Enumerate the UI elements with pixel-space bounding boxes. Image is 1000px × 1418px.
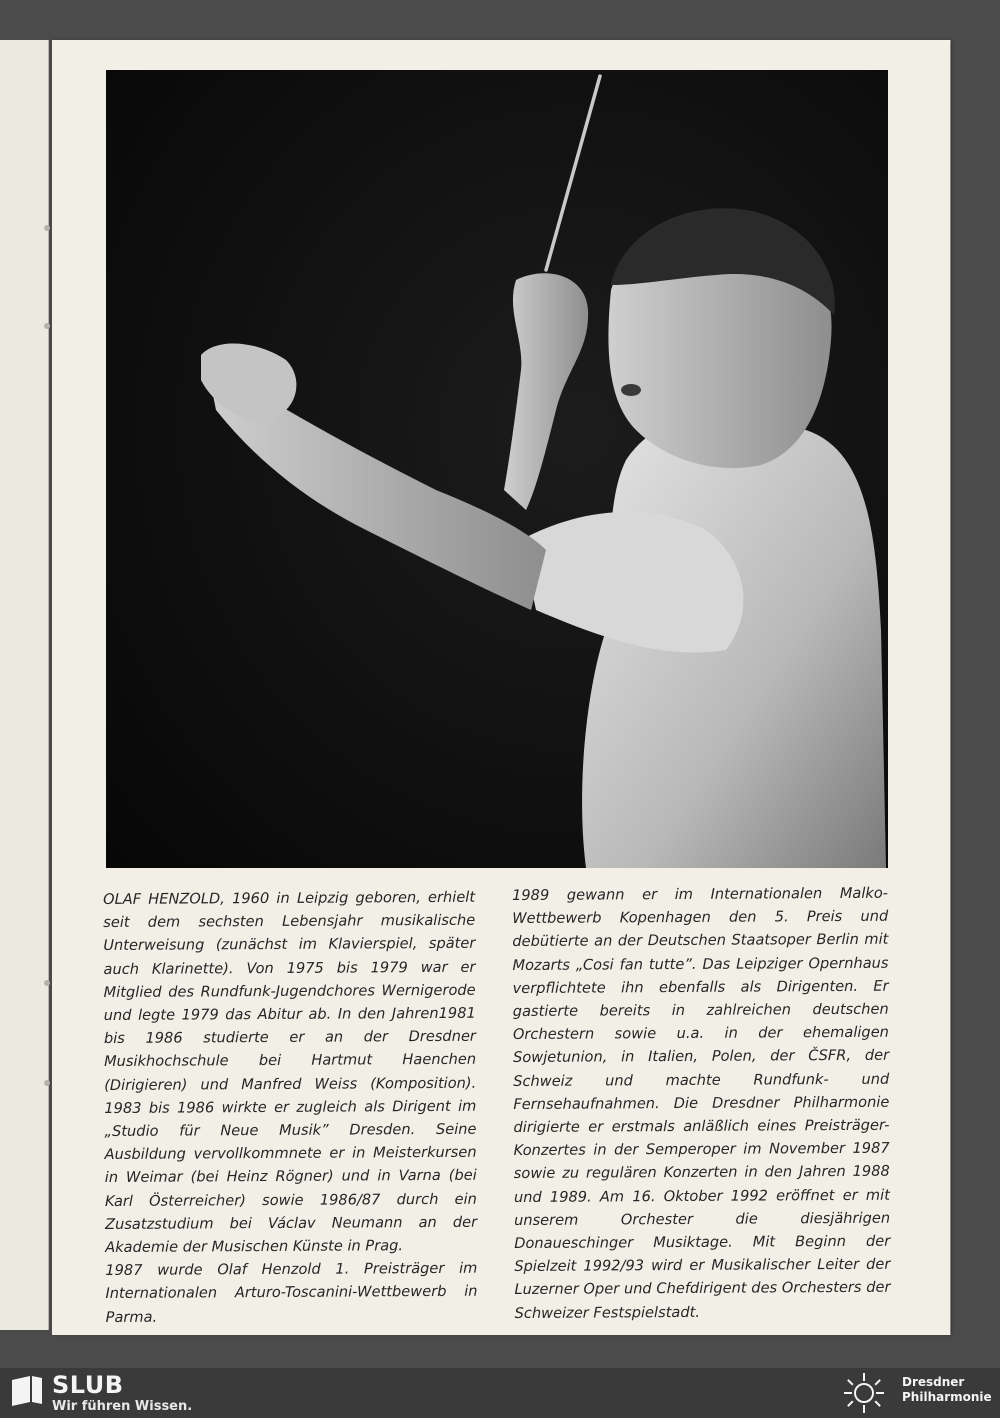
left-page-edge	[0, 40, 49, 1330]
biography-paragraph: OLAF HENZOLD, 1960 in Leipzig geboren, erhielt seit dem sechsten Lebensjahr musikalische Unterweisung (zunächst im Klavierspiel, später auch Klarinette). Von 1975 bis 1979 war er Mitglied des Rundfunk-Jugendchores Wernigerode und legte 1979 das Abitur ab. In den Jahren1981 bis 1986 studierte er an der Dresdner Musikhochschule bei Hartmut Haenchen (Dirigieren) und Manfred Weiss (Komposition). 1983 bis 1986 wirkte er zugleich als Dirigent im „Studio für Neue Musik” Dresden. Seine Ausbildung vervollkommnete er in Meisterkursen in Weimar (bei Heinz Rögner) und in Varna (bei Karl Österreicher) sowie 1986/87 durch ein Zusatzstudium bei Václav Neumann an der Akademie der Musischen Künste in Prag.	[103, 888, 478, 1257]
biography-left-column	[103, 886, 478, 1329]
slub-tagline: Wir führen Wissen.	[52, 1399, 193, 1414]
binding-hole	[44, 225, 50, 231]
viewer-footer	[0, 1368, 1000, 1418]
dresdner-philharmonie-name[interactable]	[902, 1375, 998, 1405]
mouth	[621, 384, 641, 396]
binding-hole	[44, 980, 50, 986]
conductor-illustration	[106, 70, 888, 868]
binding-hole	[44, 323, 50, 329]
binding-hole	[44, 1080, 50, 1086]
dresdner-philharmonie-logo-icon[interactable]	[838, 1372, 890, 1414]
dp-name-line: Dresdner	[902, 1375, 965, 1389]
biography-paragraph: 1987 wurde Olaf Henzold 1. Preisträger im Internationalen Arturo-Toscanini-Wettbewerb in Parma.	[105, 1259, 478, 1326]
biography-right-column	[512, 882, 891, 1325]
slub-logo-icon[interactable]	[10, 1376, 44, 1406]
dp-name-line: Philharmonie	[902, 1390, 992, 1404]
biography-paragraph: 1989 gewann er im Internationalen Malko-Wettbewerb Kopenhagen den 5. Preis und debütierte an der Deutschen Staatsoper Berlin mit Mozarts „Cosi fan tutte”. Das Leipziger Opernhaus verpflichtete ihn ebenfalls als Dirigenten. Er gastierte bereits in zahlreichen deutschen Orchestern sowie u.a. in der ehemaligen Sowjetunion, in Italien, Polen, der ČSFR, der Schweiz und machte Rundfunk- und Fernsehaufnahmen. Die Dresdner Philharmonie dirigierte er erstmals anläßlich eines Preisträger-Konzertes in der Semperoper im November 1987 sowie zu regulären Konzerten in den Jahren 1988 und 1989. Am 16. Oktober 1992 eröffnet er mit unserem Orchester die diesjährigen Donaueschinger Musiktage. Mit Beginn der Spielzeit 1992/93 wird er Musikalischer Leiter der Luzerner Oper und Chefdirigent des Orchesters der Schweizer Festspielstadt.	[512, 884, 891, 1322]
slub-name[interactable]: SLUB	[52, 1371, 124, 1399]
conductor-photo	[106, 70, 888, 868]
